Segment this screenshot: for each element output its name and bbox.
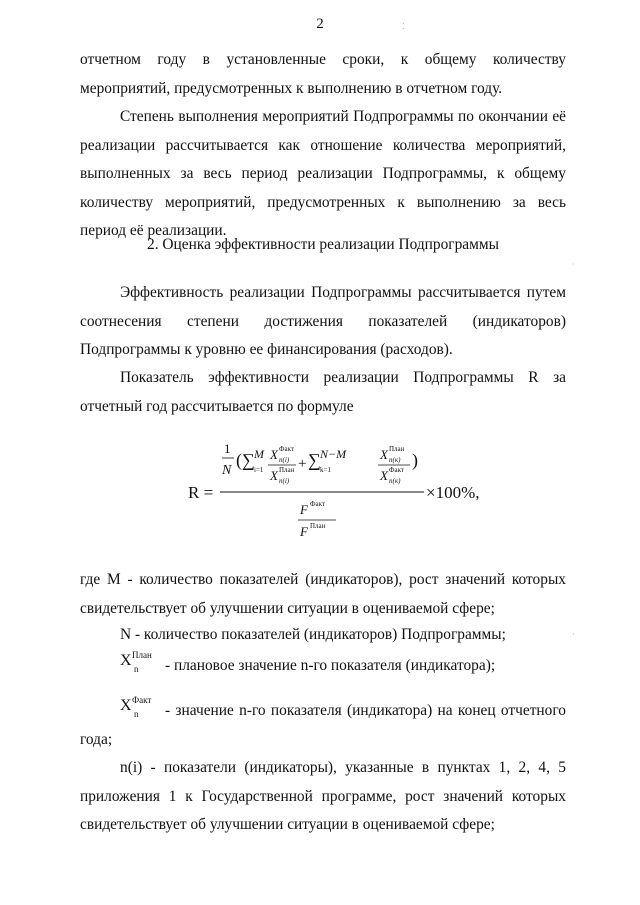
sum-lower-i: i=1 — [254, 466, 264, 474]
paragraph-3: Эффективность реализации Подпрограммы рассчитывается путем соотнесения степени достижения показателей (индикаторов) Подпрограммы к уровню ее финансирования (расходов). — [80, 284, 566, 358]
x-fact-sup: Факт — [279, 445, 295, 453]
x-fact-den: X — [380, 468, 388, 483]
x-fact-sub-2: n(к) — [389, 477, 401, 485]
x-plan-sub-2: n(к) — [389, 456, 401, 464]
svg-text:): ) — [412, 450, 418, 470]
scan-artifact: · — [572, 630, 575, 639]
definition-x-plan: - плановое значение n-го показателя (индикатора); — [165, 657, 496, 674]
paragraph-2: Степень выполнения мероприятий Подпрограммы по окончании её реализации рассчитывается как отношение количества мероприятий, выполненных за весь период реализации Подпрограммы, к общему количеству мероприятий, предусмотренных к выполнению за весь период её реализации. — [80, 108, 566, 239]
x-fact-num: X — [270, 447, 278, 462]
sum-lower-k: k=1 — [320, 466, 331, 474]
x-fact-sup-2: Факт — [389, 466, 405, 474]
x-plan-sub: n(i) — [279, 477, 290, 485]
formula-lhs: R = — [188, 483, 214, 502]
definition-n-i: n(i) - показатели (индикаторы), указанные в пунктах 1, 2, 4, 5 приложения 1 к Государственной программе, рост значений которых свидетельствует об улучшении ситуации в оцениваемой сфере; — [80, 759, 566, 833]
definition-m: где M - количество показателей (индикаторов), рост значений которых свидетельствует об улучшении ситуации в оцениваемой сфере; — [80, 571, 566, 617]
efficiency-formula — [180, 436, 510, 546]
definition-n: N - количество показателей (индикаторов) Подпрограммы; — [120, 626, 506, 643]
f-plan-sup: План — [310, 522, 326, 530]
scan-artifact: ⁚ — [402, 22, 405, 31]
paragraph-4: Показатель эффективности реализации Подпрограммы R за отчетный год рассчитывается по формуле — [80, 369, 566, 415]
formula-one: 1 — [224, 441, 231, 456]
f-fact: F — [300, 502, 308, 517]
section-heading: 2. Оценка эффективности реализации Подпрограммы — [147, 236, 499, 253]
formula-tail: ×100%, — [426, 483, 480, 502]
sum-symbol-2: ∑ — [308, 450, 321, 470]
page-number: 2 — [316, 16, 324, 32]
paragraph-1: отчетном году в установленные сроки, к общему количеству мероприятий, предусмотренных к выполнению в отчетном году. — [80, 51, 566, 97]
x-plan-den: X — [270, 468, 278, 483]
sum-upper-nm: N−M — [320, 447, 347, 461]
definition-x-fact: - значение n-го показателя (индикатора) на конец отчетного года; — [80, 702, 566, 748]
x-plan-num: X — [380, 447, 388, 462]
f-plan: F — [300, 524, 308, 539]
x-plan-sup: План — [279, 466, 295, 474]
scan-artifact: · — [572, 260, 575, 269]
svg-text:+: + — [298, 456, 307, 472]
formula-n: N — [222, 463, 232, 478]
x-plan-sup-2: План — [389, 445, 405, 453]
svg-text:(: ( — [236, 450, 242, 470]
f-fact-sup: Факт — [310, 500, 326, 508]
sum-upper-m: M — [254, 447, 264, 461]
x-fact-symbol: X Факт n — [120, 695, 152, 719]
sum-symbol-1: ∑ — [242, 450, 255, 470]
x-fact-sub: n(i) — [279, 456, 290, 464]
x-plan-symbol: X План n — [120, 650, 152, 674]
